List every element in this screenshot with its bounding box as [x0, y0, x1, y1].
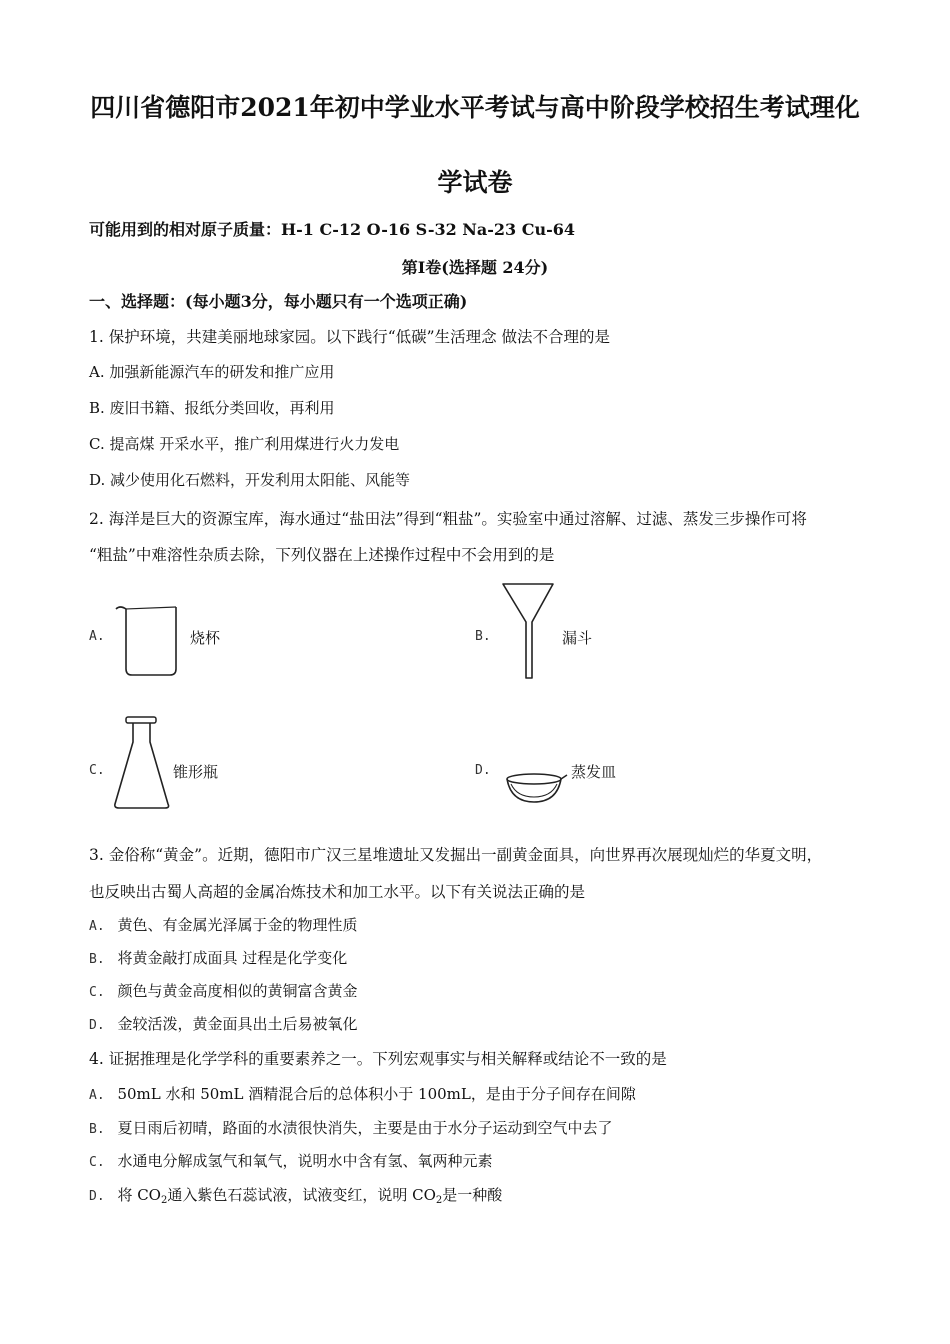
q2-option-b-name: 漏斗: [562, 629, 593, 647]
q2-option-a-name: 烧杯: [190, 629, 221, 647]
q2-option-d-letter: D.: [475, 763, 491, 778]
q4-stem: 4. 证据推理是化学学科的重要素养之一。下列宏观事实与相关解释或结论不一致的是: [89, 1050, 667, 1068]
q3-option-b-letter: B.: [89, 952, 105, 967]
q3-option-c-text: 颜色与黄金高度相似的黄铜富含黄金: [117, 982, 358, 1000]
q3-option-b: [89, 947, 347, 968]
q1-option-b: B. 废旧书籍、报纸分类回收，再利用: [89, 399, 335, 417]
q4-option-a: [89, 1083, 636, 1104]
q4-option-a-text: 50mL 水和 50mL 酒精混合后的总体积小于 100mL，是由于分子间存在间隙: [117, 1085, 636, 1103]
q2-stem-line2: “粗盐”中难溶性杂质去除，下列仪器在上述操作过程中不会用到的是: [89, 546, 555, 564]
q4-option-c-letter: C.: [89, 1155, 105, 1170]
page-title-line1: 四川省德阳市2021年初中学业水平考试与高中阶段学校招生考试理化: [90, 93, 860, 122]
q3-option-a: [89, 914, 357, 935]
evaporating-dish-icon: [503, 766, 569, 806]
q4-option-c-text: 水通电分解成氢气和氧气，说明水中含有氢、氧两种元素: [117, 1152, 493, 1170]
section-instruction: 一、选择题：(每小题3分，每小题只有一个选项正确): [89, 292, 468, 311]
q1-stem: 1. 保护环境，共建美丽地球家园。以下践行“低碳”生活理念 做法不合理的是: [89, 328, 610, 346]
q3-option-d-text: 金较活泼，黄金面具出土后易被氧化: [117, 1015, 358, 1033]
q1-option-c: C. 提高煤 开采水平，推广利用煤进行火力发电: [89, 435, 400, 453]
q3-option-a-letter: A.: [89, 919, 105, 934]
q4-option-d: [89, 1184, 502, 1206]
q2-option-c-letter: C.: [89, 763, 105, 778]
q3-option-c-letter: C.: [89, 985, 105, 1000]
q4-option-c: [89, 1150, 492, 1171]
q3-stem-line2: 也反映出古蜀人高超的金属冶炼技术和加工水平。以下有关说法正确的是: [89, 883, 586, 901]
section-heading: 第Ⅰ卷(选择题 24分): [401, 258, 549, 277]
q4-option-d-sub2: 2: [435, 1195, 443, 1206]
q2-option-a-letter: A.: [89, 629, 105, 644]
q4-option-d-letter: D.: [89, 1189, 105, 1204]
page-title-line2: 学试卷: [437, 168, 513, 197]
q3-option-b-text: 将黄金敲打成面具 过程是化学变化: [117, 949, 348, 967]
conical-flask-icon: [112, 714, 174, 812]
q2-option-c-name: 锥形瓶: [173, 763, 219, 781]
q2-option-d-name: 蒸发皿: [571, 763, 617, 781]
funnel-icon: [500, 582, 556, 682]
q3-option-d-letter: D.: [89, 1018, 105, 1033]
q3-stem-line1: 3. 金俗称“黄金”。近期，德阳市广汉三星堆遗址又发掘出一副黄金面具，向世界再次展现灿烂的华夏文明，: [89, 846, 823, 864]
q3-option-a-text: 黄色、有金属光泽属于金的物理性质: [117, 916, 358, 934]
atomic-masses: 可能用到的相对原子质量：H-1 C-12 O-16 S-32 Na-23 Cu-64: [89, 220, 576, 239]
q4-option-d-sub1: 2: [160, 1195, 168, 1206]
q3-option-d: [89, 1013, 357, 1034]
q4-option-b-letter: B.: [89, 1122, 105, 1137]
q4-option-d-mid: 通入紫色石蕊试液，试液变红，说明 CO: [167, 1186, 436, 1204]
beaker-icon: [112, 603, 184, 679]
q4-option-a-letter: A.: [89, 1088, 105, 1103]
q4-option-d-pre: 将 CO: [117, 1186, 161, 1204]
q1-option-a: A. 加强新能源汽车的研发和推广应用: [89, 363, 335, 381]
q3-option-c: [89, 980, 357, 1001]
q1-option-d: D. 减少使用化石燃料，开发利用太阳能、风能等: [89, 471, 411, 489]
q2-option-b-letter: B.: [475, 629, 491, 644]
q4-option-b: [89, 1117, 612, 1138]
q4-option-b-text: 夏日雨后初晴，路面的水渍很快消失，主要是由于水分子运动到空气中去了: [117, 1119, 613, 1137]
q2-stem-line1: 2. 海洋是巨大的资源宝库，海水通过“盐田法”得到“粗盐”。实验室中通过溶解、过滤、蒸发三步操作可将: [89, 510, 807, 528]
q4-option-d-text: [117, 1186, 502, 1204]
q4-option-d-post: 是一种酸: [442, 1186, 503, 1204]
